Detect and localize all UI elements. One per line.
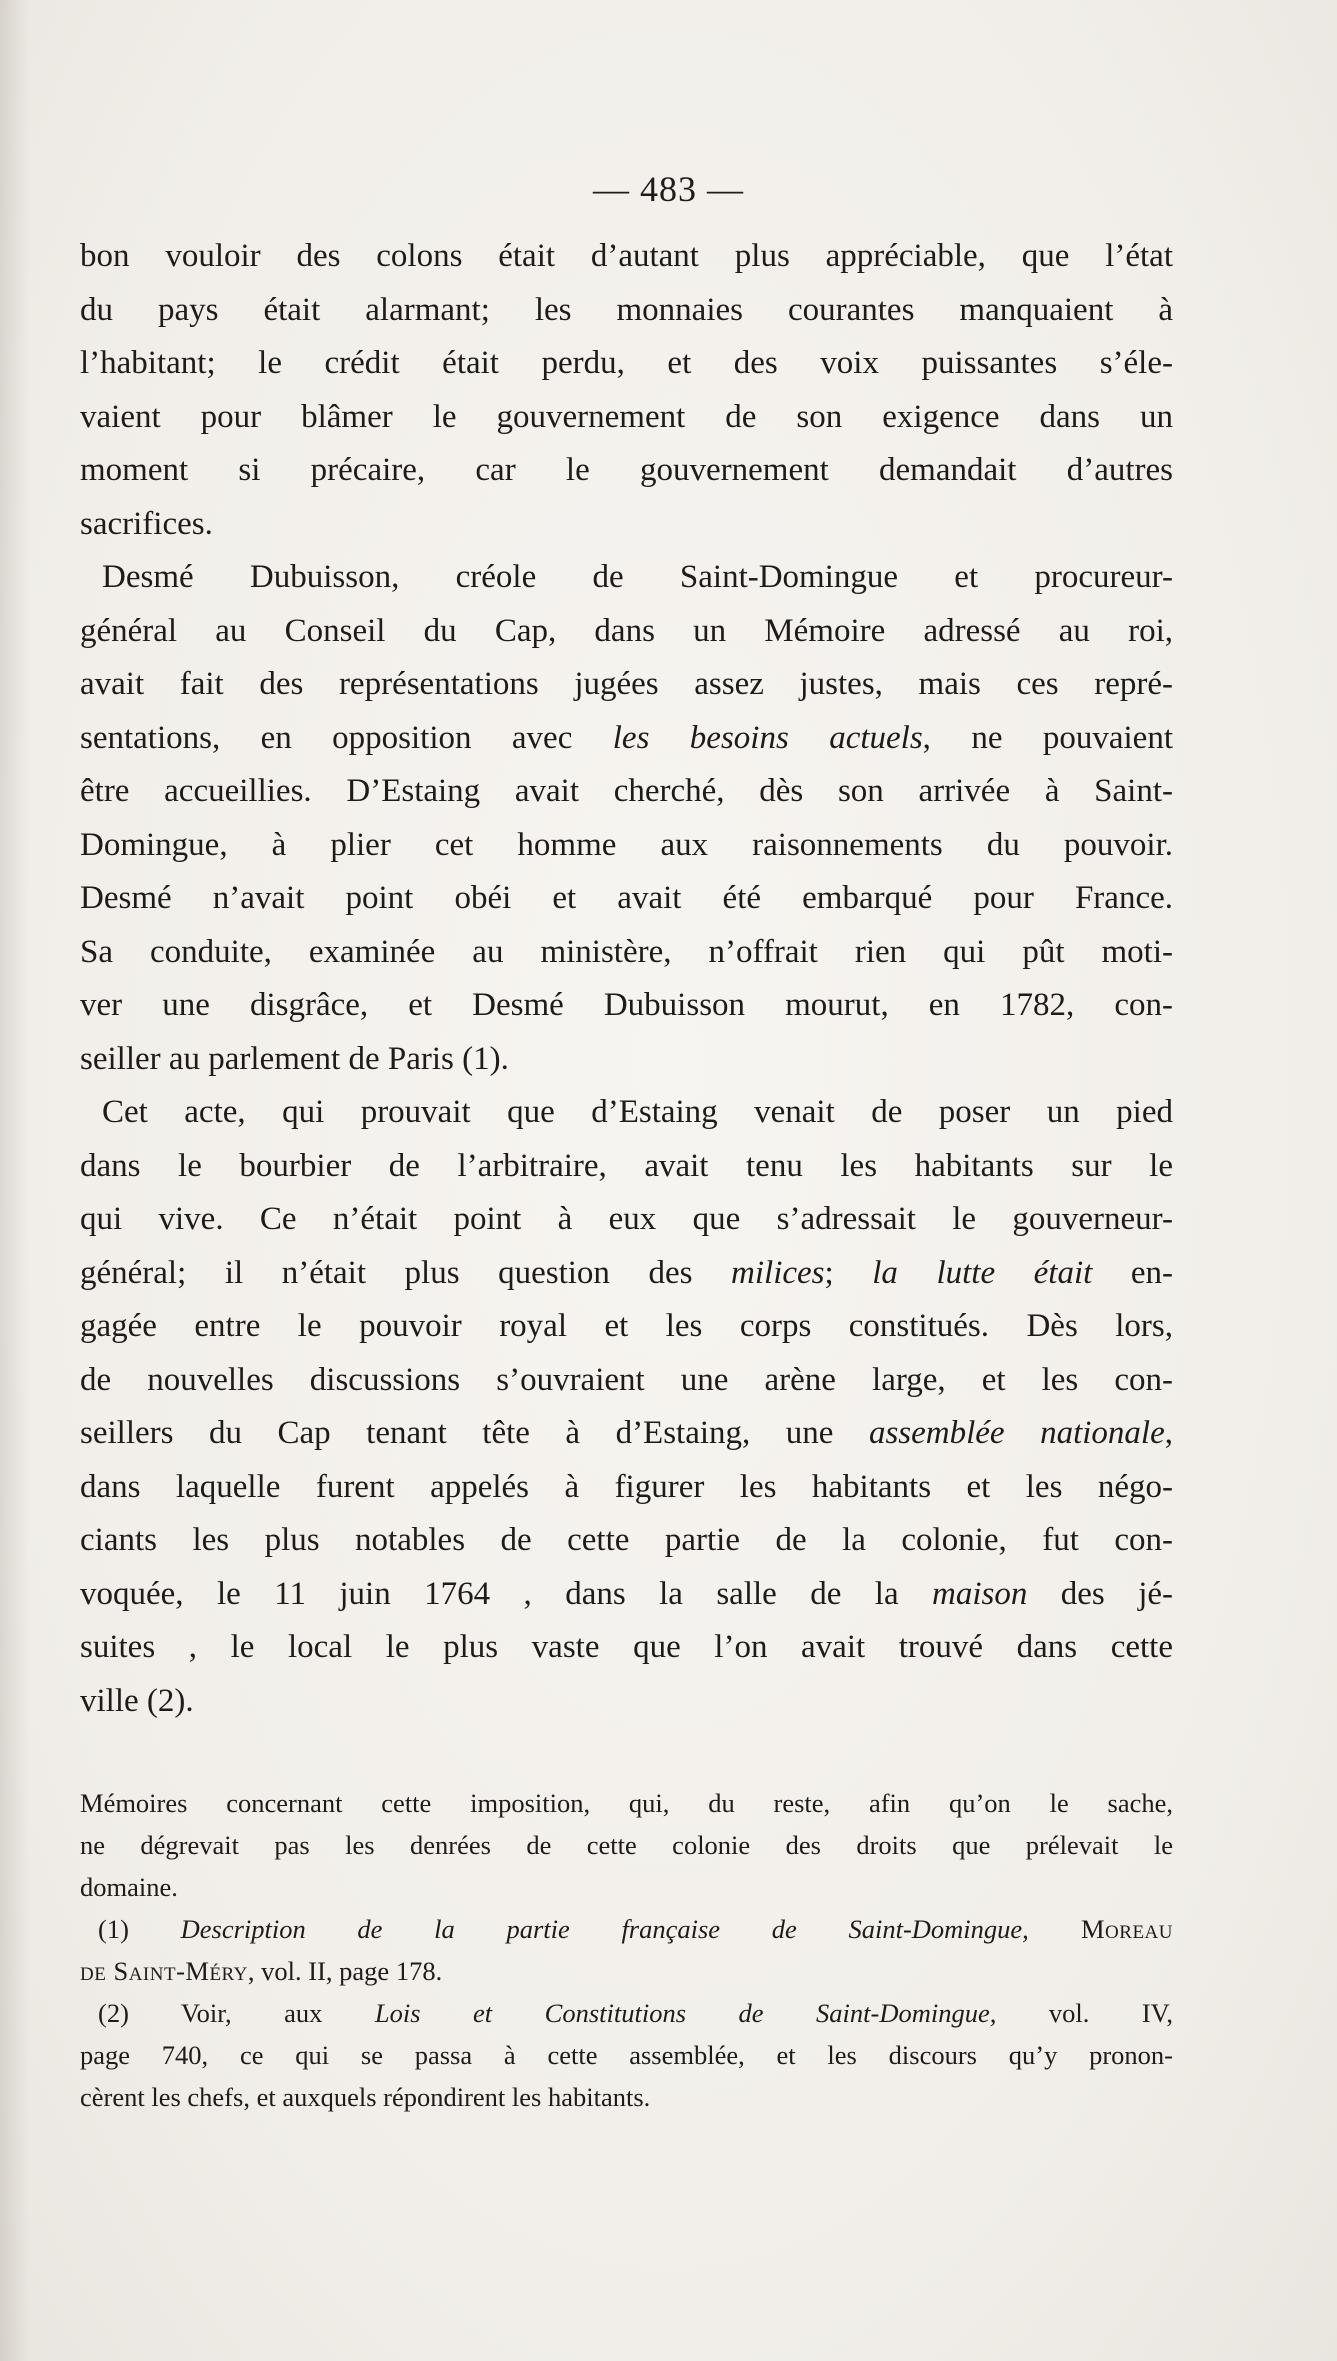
footnote-title: Description de la partie française de Saint-Domingue, [180, 1914, 1029, 1944]
text-line: ciants les plus notables de cette partie de la colonie, fut con- [80, 1522, 1173, 1558]
page-gutter-shadow [0, 0, 30, 2361]
text-line: dans laquelle furent appelés à figurer les habitants et les négo- [80, 1468, 1173, 1505]
footnote-marker: (1) [98, 1914, 181, 1944]
text-line: de nouvelles discussions s’ouvraient une arène large, et les con- [80, 1361, 1173, 1398]
text-line: seiller au parlement de Paris (1). [80, 1040, 509, 1077]
text-line: vaient pour blâmer le gouvernement de son exigence dans un [80, 398, 1173, 435]
text-line: du pays était alarmant; les monnaies courantes manquaient à [80, 291, 1173, 328]
paragraph-2 [80, 551, 1173, 1086]
italic-phrase: les besoins actuels [612, 719, 923, 756]
footnote-line: page 740, ce qui se passa à cette assemblée, et les discours qu’y pronon- [80, 2040, 1173, 2070]
text-line: général au Conseil du Cap, dans un Mémoire adressé au roi, [80, 612, 1173, 649]
text-segment: en- [1092, 1254, 1173, 1291]
text-line: Cet acte, qui prouvait que d’Estaing venait de poser un pied [102, 1094, 1173, 1130]
italic-phrase: maison [932, 1575, 1028, 1612]
footnote-line: cèrent les chefs, et auxquels répondirent les habitants. [80, 2082, 651, 2112]
footnote-line: ne dégrevait pas les denrées de cette colonie des droits que prélevait le [80, 1830, 1173, 1860]
footnote-line [80, 1992, 1173, 2034]
paragraph-1 [80, 230, 1173, 551]
footnote-line [80, 1908, 1173, 1950]
text-segment: général; il n’était plus question des [80, 1254, 732, 1291]
text-line: moment si précaire, car le gouvernement demandait d’autres [80, 452, 1173, 488]
text-line [80, 1568, 1173, 1622]
italic-phrase: milices [731, 1254, 825, 1291]
text-line: Desmé Dubuisson, créole de Saint-Domingue et procureur- [102, 559, 1173, 595]
text-segment: , [1164, 1415, 1173, 1451]
text-segment: voquée, le 11 juin 1764 , dans la salle de la [80, 1575, 933, 1612]
footnote-line: domaine. [80, 1872, 178, 1902]
text-segment: des jé- [1027, 1575, 1173, 1612]
footnote-author: Moreau [1028, 1914, 1173, 1944]
text-segment: sentations, en opposition avec [80, 719, 613, 756]
footnote-author: de Saint-Méry [80, 1956, 248, 1986]
italic-phrase: la lutte était [872, 1254, 1093, 1291]
footnote-title: Lois et Constitutions de Saint-Domingue, [374, 1998, 997, 2028]
text-line: suites , le local le plus vaste que l’on avait trouvé dans cette [80, 1629, 1173, 1665]
text-line: Sa conduite, examinée au ministère, n’offrait rien qui pût moti- [80, 933, 1173, 970]
text-line: ville (2). [80, 1682, 194, 1719]
italic-phrase: assemblée nationale [868, 1415, 1165, 1451]
text-line: l’habitant; le crédit était perdu, et des voix puissantes s’éle- [80, 345, 1173, 381]
text-line: avait fait des représentations jugées assez justes, mais ces repré- [80, 666, 1173, 702]
footnote-line: Mémoires concernant cette imposition, qui, du reste, afin qu’on le sache, [80, 1788, 1173, 1818]
text-line: Desmé n’avait point obéi et avait été embarqué pour France. [80, 880, 1173, 916]
footnote-2 [80, 1992, 1173, 2118]
footnote-text: , vol. II, page 178. [247, 1956, 443, 1986]
text-line: bon vouloir des colons était d’autant plus appréciable, que l’état [80, 238, 1173, 274]
text-segment: ; [824, 1254, 873, 1291]
text-line [80, 1247, 1173, 1301]
text-line: gagée entre le pouvoir royal et les corps constitués. Dès lors, [80, 1308, 1173, 1344]
footnote-1 [80, 1908, 1173, 1992]
text-line: ver une disgrâce, et Desmé Dubuisson mourut, en 1782, con- [80, 987, 1173, 1023]
page-number: — 483 — [593, 169, 744, 209]
footnote-continuation [80, 1782, 1173, 1908]
text-line: qui vive. Ce n’était point à eux que s’adressait le gouverneur- [80, 1201, 1173, 1237]
text-line: Domingue, à plier cet homme aux raisonnements du pouvoir. [80, 826, 1173, 863]
text-line [80, 1407, 1173, 1461]
text-line: sacrifices. [80, 505, 213, 542]
text-line: être accueillies. D’Estaing avait cherché, dès son arrivée à Saint- [80, 773, 1173, 809]
footnote-line [80, 1950, 1173, 1992]
text-line: dans le bourbier de l’arbitraire, avait tenu les habitants sur le [80, 1147, 1173, 1184]
footnote-text: vol. IV, [996, 1998, 1173, 2028]
paragraph-3 [80, 1086, 1173, 1728]
text-line [80, 712, 1173, 766]
text-segment: , ne pouvaient [922, 719, 1173, 756]
footnote-marker: (2) Voir, aux [98, 1998, 375, 2028]
text-segment: seillers du Cap tenant tête à d’Estaing, une [80, 1415, 869, 1451]
footnotes [80, 1782, 1173, 2118]
main-text [80, 230, 1173, 1728]
